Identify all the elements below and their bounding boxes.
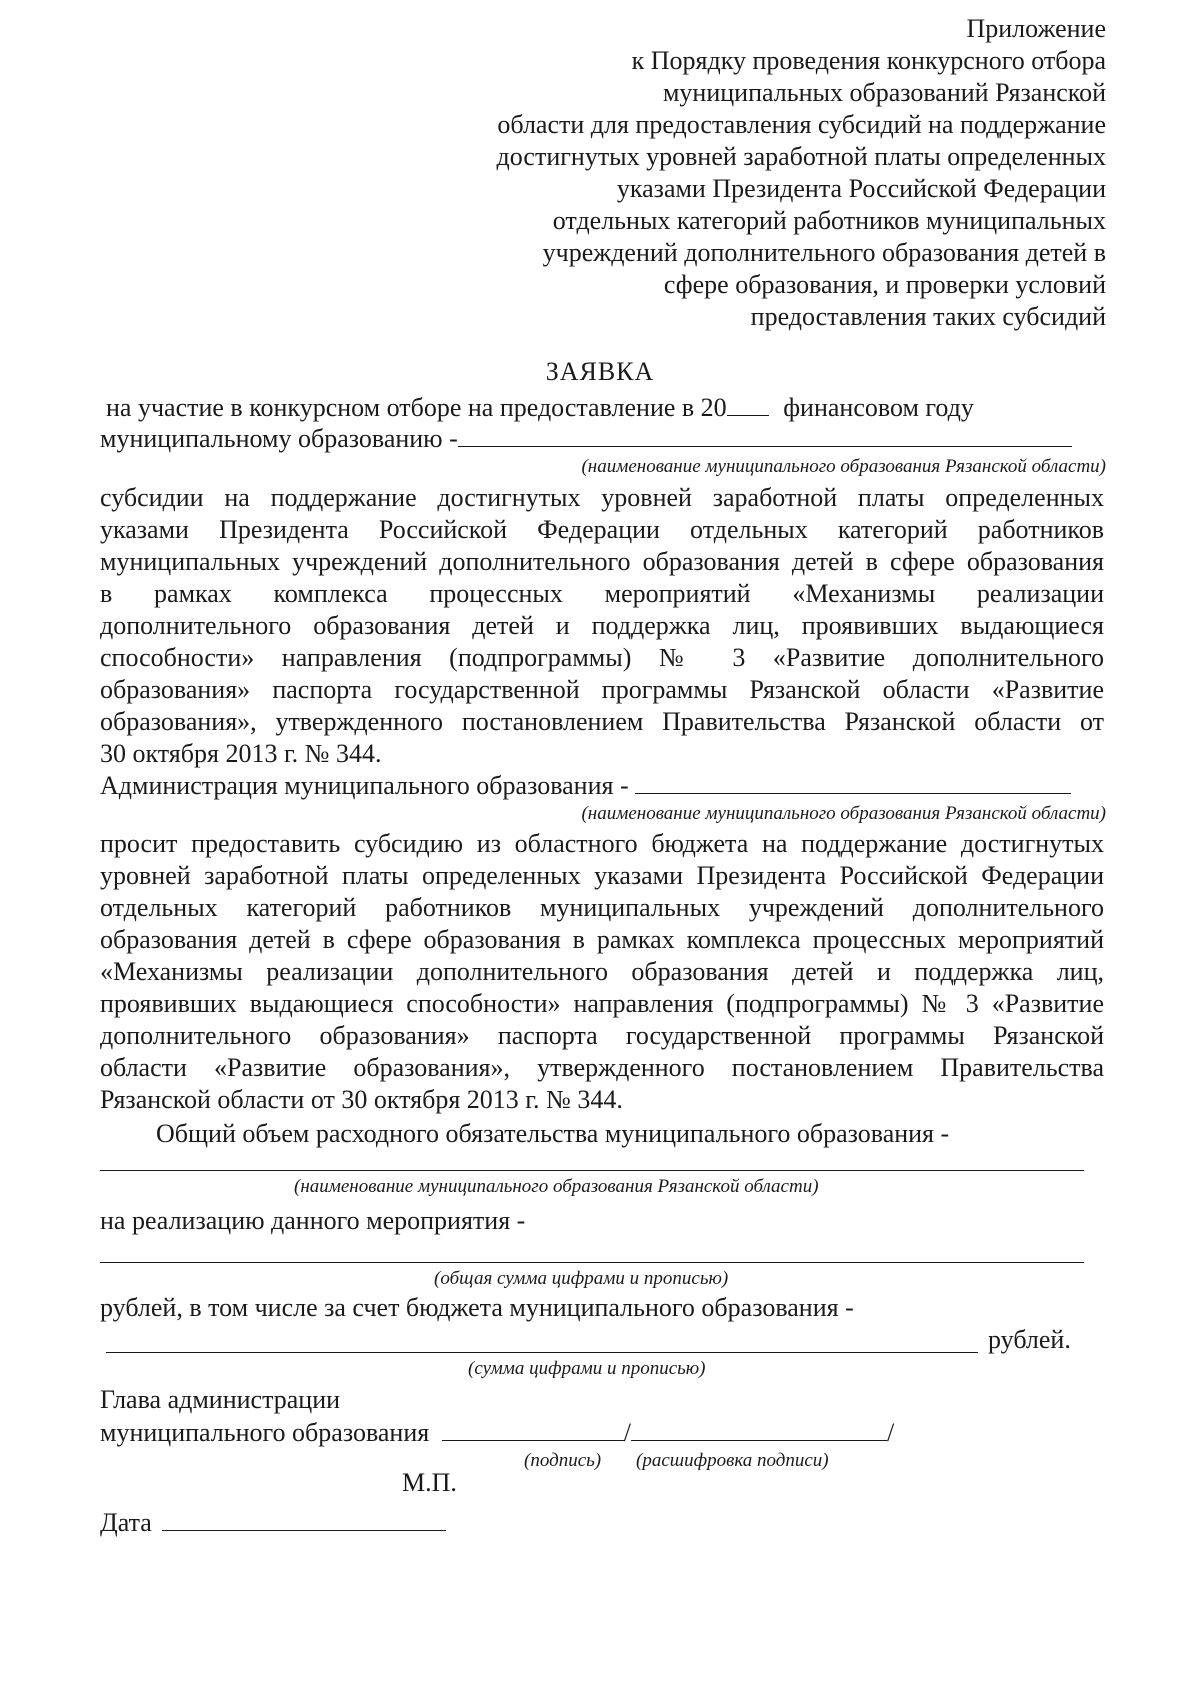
para1-line: дополнительного образования детей и поддержка лиц, проявивших выдающиеся	[100, 611, 1104, 640]
signature-slash: /	[623, 1418, 631, 1447]
para1-line: указами Президента Российской Федерации отдельных категорий работников	[100, 515, 1104, 544]
admin-label: Администрация муниципального образования -	[100, 771, 629, 800]
intro-text-b: финансовом году	[783, 393, 974, 422]
intro-text-a: на участие в конкурсном отборе на предоставление в 20	[106, 393, 727, 422]
stamp-place: М.П.	[402, 1468, 457, 1497]
appendix-line: к Порядку проведения конкурсного отбора	[631, 46, 1106, 75]
para2-line: проявивших выдающиеся способности» направления (подпрограммы) № 3 «Развитие	[100, 989, 1104, 1018]
para2-line: области «Развитие образования», утвержденного постановлением Правительства	[100, 1053, 1104, 1082]
municipality-blank[interactable]	[458, 424, 1072, 447]
appendix-line: сфере образования, и проверки условий	[663, 270, 1106, 299]
appendix-line: указами Президента Российской Федерации	[616, 174, 1106, 203]
admin-municipality-blank[interactable]	[635, 771, 1071, 794]
para2-line: дополнительного образования» паспорта государственной программы Рязанской	[100, 1021, 1104, 1050]
admin-line	[100, 771, 1071, 801]
para2-line: просит предоставить субсидию из областного бюджета на поддержание достигнутых	[100, 829, 1104, 858]
para1-line: в рамках комплекса процессных мероприятий «Механизмы реализации	[100, 579, 1104, 608]
para2-line: образования детей в сфере образования в рамках комплекса процессных мероприятий	[100, 925, 1104, 954]
rubles-label: рублей.	[988, 1325, 1071, 1354]
caption-total-municipality: (наименование муниципального образования Рязанской области)	[294, 1176, 819, 1197]
appendix-line: достигнутых уровней заработной платы определенных	[496, 142, 1106, 171]
para1-line: образования» паспорта государственной программы Рязанской области «Развитие	[100, 675, 1104, 704]
date-label: Дата	[100, 1508, 152, 1537]
caption-signature-decode: (расшифровка подписи)	[636, 1450, 829, 1471]
signature-decode-blank[interactable]	[631, 1418, 887, 1441]
signature-title-1: Глава администрации	[100, 1385, 341, 1414]
total-municipality-blank[interactable]	[100, 1170, 1084, 1171]
caption-signature: (подпись)	[524, 1450, 602, 1471]
intro-text-municipal: муниципальному образованию -	[100, 424, 458, 453]
para2-line: «Механизмы реализации дополнительного образования детей и поддержка лиц,	[100, 957, 1104, 986]
document-title: ЗАЯВКА	[545, 357, 655, 386]
para1-line: муниципальных учреждений дополнительного образования детей в сфере образования	[100, 547, 1104, 576]
appendix-line: области для предоставления субсидий на поддержание	[497, 110, 1106, 139]
budget-sum-blank[interactable]	[106, 1352, 978, 1353]
appendix-line: учреждений дополнительного образования детей в	[542, 238, 1106, 267]
para1-line: 30 октября 2013 г. № 344.	[100, 739, 382, 768]
appendix-line: отдельных категорий работников муниципальных	[552, 206, 1106, 235]
para1-line: образования», утвержденного постановлением Правительства Рязанской области от	[100, 707, 1104, 736]
caption-budget-sum: (сумма цифрами и прописью)	[468, 1358, 706, 1379]
total-line: Общий объем расходного обязательства муниципального образования -	[156, 1119, 950, 1148]
signature-blank[interactable]	[442, 1418, 624, 1441]
appendix-line: Приложение	[966, 14, 1106, 43]
para2-line: Рязанской области от 30 октября 2013 г. № 344.	[100, 1085, 623, 1114]
total-sum-blank[interactable]	[100, 1262, 1084, 1263]
caption-admin-municipality: (наименование муниципального образования Рязанской области)	[581, 803, 1106, 824]
date-line	[100, 1508, 446, 1538]
date-blank[interactable]	[162, 1508, 446, 1531]
caption-municipality: (наименование муниципального образования Рязанской области)	[581, 456, 1106, 477]
signature-title-2	[100, 1418, 894, 1448]
signature-slash-end: /	[886, 1418, 895, 1447]
signature-title-text: муниципального образования	[100, 1418, 430, 1447]
para2-line: уровней заработной платы определенных указами Президента Российской Федерации	[100, 861, 1104, 890]
intro-line-1	[106, 393, 974, 423]
appendix-line: муниципальных образований Рязанской	[662, 78, 1106, 107]
year-blank[interactable]	[727, 393, 769, 416]
budget-line: рублей, в том числе за счет бюджета муниципального образования -	[100, 1293, 854, 1322]
intro-line-2	[100, 424, 1072, 454]
para1-line: субсидии на поддержание достигнутых уровней заработной платы определенных	[100, 483, 1104, 512]
caption-total-sum: (общая сумма цифрами и прописью)	[434, 1268, 729, 1289]
para1-line: способности» направления (подпрограммы) № 3 «Развитие дополнительного	[100, 643, 1104, 672]
implementation-line: на реализацию данного мероприятия -	[100, 1206, 526, 1235]
appendix-line: предоставления таких субсидий	[750, 302, 1106, 331]
para2-line: отдельных категорий работников муниципальных учреждений дополнительного	[100, 893, 1104, 922]
